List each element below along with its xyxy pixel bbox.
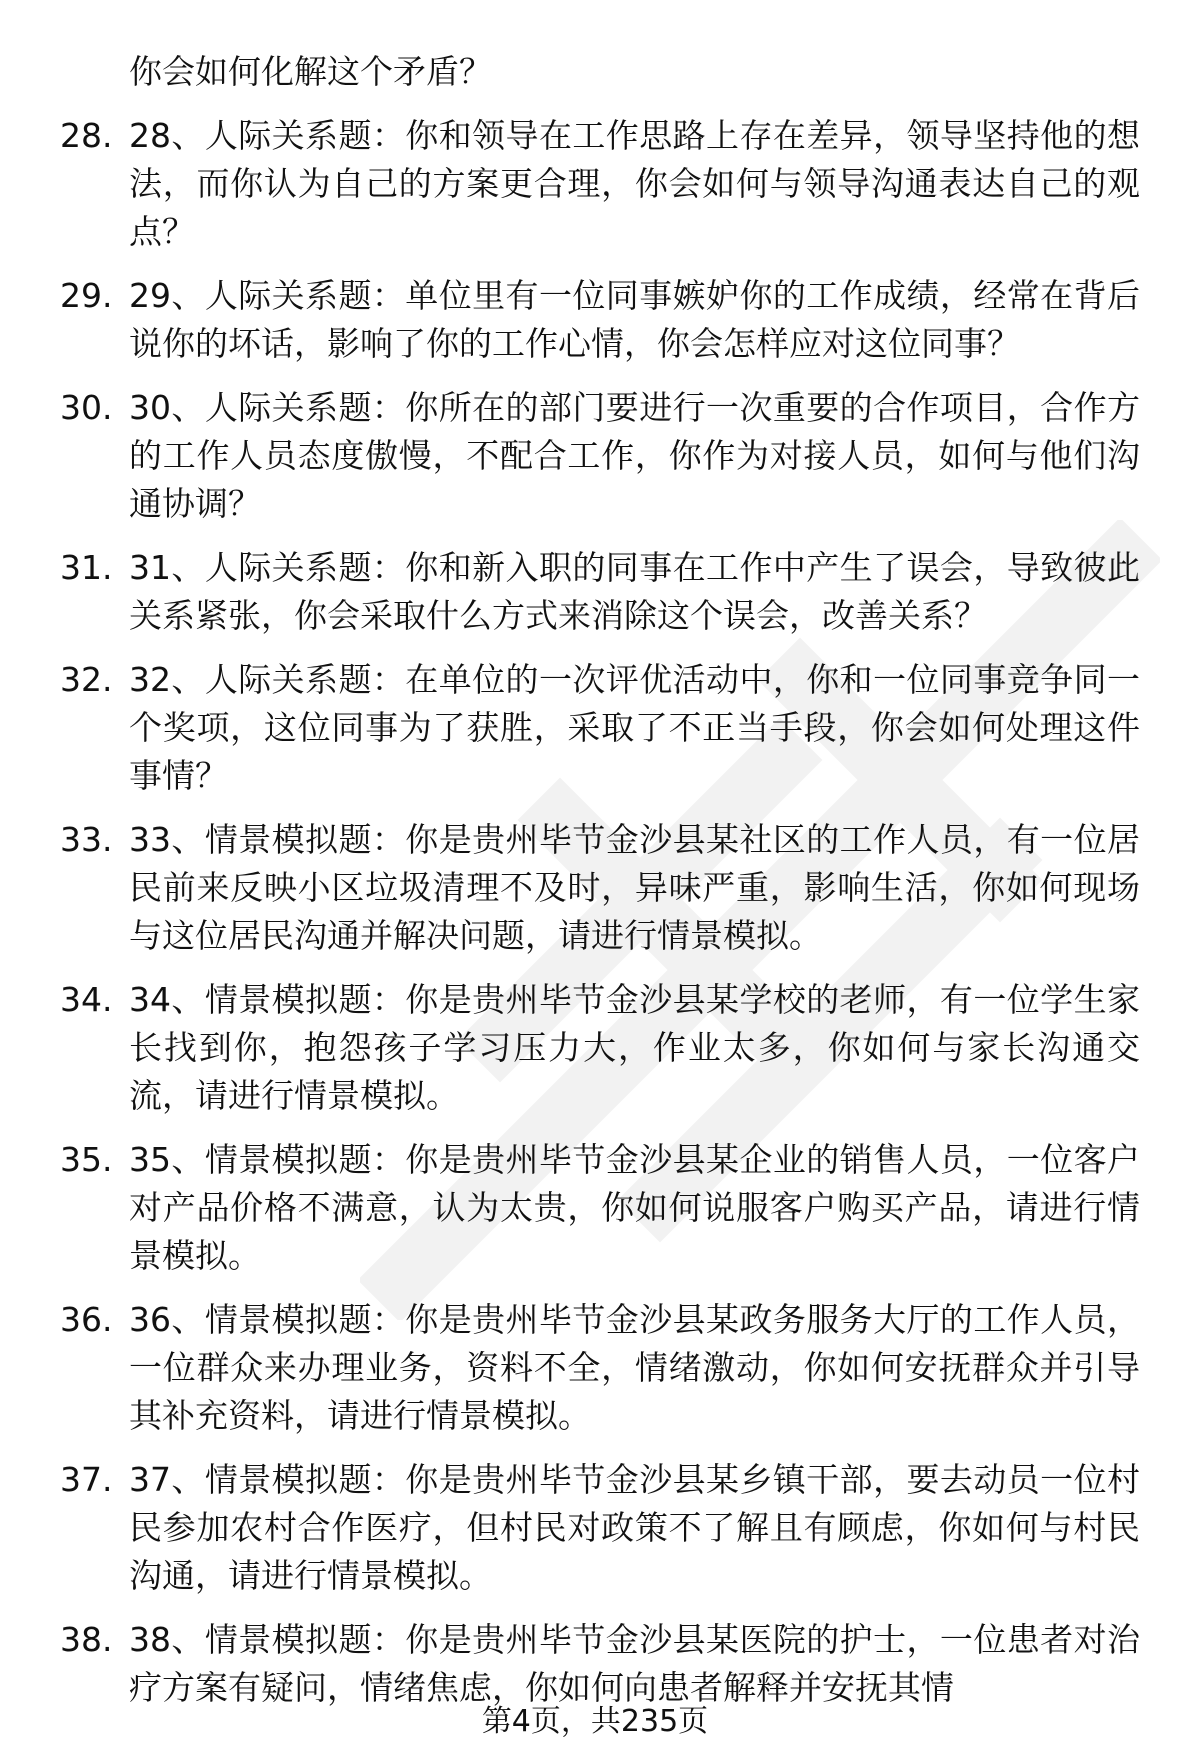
list-item-text: 31、人际关系题：你和新入职的同事在工作中产生了误会，导致彼此关系紧张，你会采取什么方式来消除这个误会，改善关系？ — [129, 548, 1140, 635]
list-item-number: 29. — [60, 276, 113, 315]
page-number: 第4页，共235页 — [481, 1704, 709, 1739]
list-item — [60, 816, 1140, 960]
list-item-text: 34、情景模拟题：你是贵州毕节金沙县某学校的老师，有一位学生家长找到你，抱怨孩子学习压力大，作业太多，你如何与家长沟通交流，请进行情景模拟。 — [129, 980, 1140, 1115]
list-item-number: 31. — [60, 548, 113, 587]
list-item-text: 33、情景模拟题：你是贵州毕节金沙县某社区的工作人员，有一位居民前来反映小区垃圾清理不及时，异味严重，影响生活，你如何现场与这位居民沟通并解决问题，请进行情景模拟。 — [129, 820, 1140, 955]
list-item — [60, 656, 1140, 800]
list-item — [60, 272, 1140, 368]
list-item — [60, 1616, 1140, 1712]
list-item-text: 28、人际关系题：你和领导在工作思路上存在差异，领导坚持他的想法，而你认为自己的方案更合理，你会如何与领导沟通表达自己的观点？ — [129, 116, 1140, 251]
list-item-text: 30、人际关系题：你所在的部门要进行一次重要的合作项目，合作方的工作人员态度傲慢，不配合工作，你作为对接人员，如何与他们沟通协调？ — [129, 388, 1140, 523]
list-item — [60, 1296, 1140, 1440]
list-item-number: 32. — [60, 660, 113, 699]
list-item-number: 35. — [60, 1140, 113, 1179]
list-item — [60, 544, 1140, 640]
list-item — [60, 384, 1140, 528]
continued-question-text: 你会如何化解这个矛盾？ — [129, 52, 492, 91]
list-item-text: 36、情景模拟题：你是贵州毕节金沙县某政务服务大厅的工作人员，一位群众来办理业务，资料不全，情绪激动，你如何安抚群众并引导其补充资料，请进行情景模拟。 — [129, 1300, 1140, 1435]
list-item-text: 37、情景模拟题：你是贵州毕节金沙县某乡镇干部，要去动员一位村民参加农村合作医疗，但村民对政策不了解且有顾虑，你如何与村民沟通，请进行情景模拟。 — [129, 1460, 1140, 1595]
list-item-number: 37. — [60, 1460, 113, 1499]
list-item — [60, 1456, 1140, 1600]
list-item-number: 36. — [60, 1300, 113, 1339]
list-item — [60, 112, 1140, 256]
list-item-text: 35、情景模拟题：你是贵州毕节金沙县某企业的销售人员，一位客户对产品价格不满意，认为太贵，你如何说服客户购买产品，请进行情景模拟。 — [129, 1140, 1140, 1275]
list-item-text: 29、人际关系题：单位里有一位同事嫉妒你的工作成绩，经常在背后说你的坏话，影响了你的工作心情，你会怎样应对这位同事？ — [129, 276, 1140, 363]
list-item-text: 32、人际关系题：在单位的一次评优活动中，你和一位同事竞争同一个奖项，这位同事为了获胜，采取了不正当手段，你会如何处理这件事情？ — [129, 660, 1140, 795]
question-list — [60, 48, 1140, 1728]
list-item-number: 30. — [60, 388, 113, 427]
list-item-number: 28. — [60, 116, 113, 155]
list-item — [60, 1136, 1140, 1280]
list-item — [60, 976, 1140, 1120]
list-item-number: 33. — [60, 820, 113, 859]
list-item-text: 38、情景模拟题：你是贵州毕节金沙县某医院的护士，一位患者对治疗方案有疑问，情绪焦虑，你如何向患者解释并安抚其情 — [129, 1620, 1140, 1707]
list-item-number: 34. — [60, 980, 113, 1019]
list-item-number: 38. — [60, 1620, 113, 1659]
